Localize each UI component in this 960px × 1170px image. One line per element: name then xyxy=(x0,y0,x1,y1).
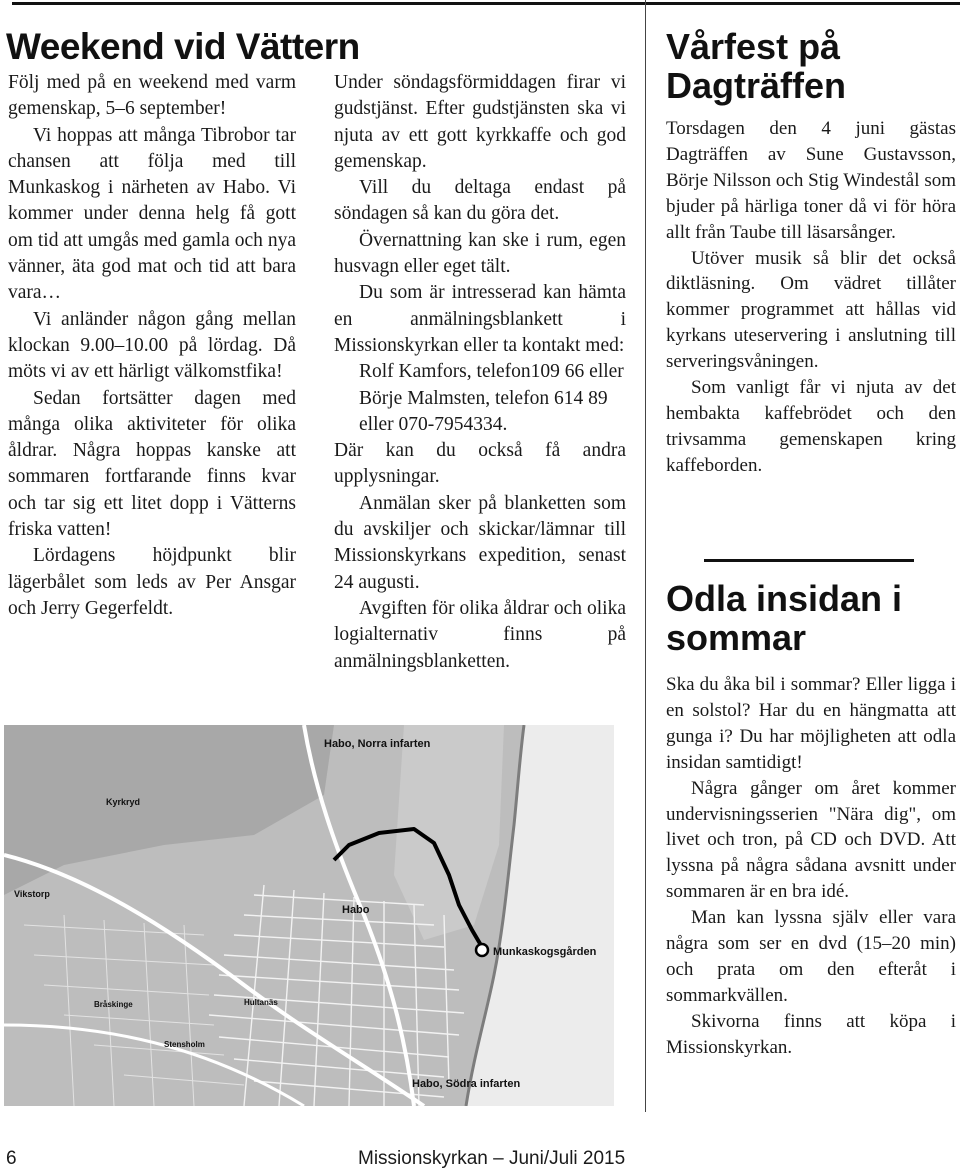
paragraph: Några gånger om året kommer undervisningsserien "Nära dig", om livet och tron, på CD och DVD. Att lyssna på några sådana avsnitt under sommaren är en bra idé. xyxy=(666,777,956,903)
map-label-hultanas: Hultanäs xyxy=(244,998,278,1007)
route-map xyxy=(4,725,614,1106)
paragraph: Man kan lyssna själv eller vara några som ser en dvd (15–20 min) och prata om den efteråt i sommarkvällen. xyxy=(666,907,956,1006)
paragraph: Avgiften för olika åldrar och olika logialternativ finns på anmälningsblanketten. xyxy=(334,597,626,672)
spring-party-text xyxy=(666,116,956,479)
article-title: Weekend vid Vättern xyxy=(6,26,360,67)
map-label-habo: Habo xyxy=(342,904,370,916)
article-column-2 xyxy=(334,70,626,675)
map-label-habo-south: Habo, Södra infarten xyxy=(412,1078,521,1090)
page-number: 6 xyxy=(6,1148,17,1169)
map-label-braskinge: Bråskinge xyxy=(94,1000,133,1009)
paragraph: Vill du deltaga endast på söndagen så kan du göra det. xyxy=(334,177,626,225)
paragraph: Vi hoppas att många Tibrobor tar chansen att följa med till Munkaskog i närheten av Habo. Vi kommer under denna helg få gott om tid att umgås med gamla och nya vänner, äta god mat och tid att bara vara… xyxy=(8,124,296,304)
contact-info: Rolf Kamfors, telefon109 66 eller Börje Malmsten, telefon 614 89 eller 070-7954334. xyxy=(359,361,624,435)
paragraph: Sedan fortsätter dagen med många olika aktiviteter för olika åldrar. Några hoppas kanske att sommaren fortfarande finns kvar och tar sig ett litet dopp i Vätterns friska vatten! xyxy=(8,387,296,541)
paragraph: Du som är intresserad kan hämta en anmälningsblankett i Missionskyrkan eller ta kontakt med: xyxy=(334,282,626,356)
spring-party-title: Vårfest på Dagträffen xyxy=(666,26,847,106)
paragraph: Utöver musik så blir det också diktläsning. Om vädret tillåter kommer programmet att hållas vid kyrkans uteservering i anslutning till serveringsvåningen. xyxy=(666,247,956,373)
paragraph: Under söndagsförmiddagen firar vi gudstjänst. Efter gudstjänsten ska vi njuta av ett gott kyrkkaffe och god gemenskap. xyxy=(334,72,626,172)
section-separator xyxy=(704,559,914,562)
paragraph: Torsdagen den 4 juni gästas Dagträffen av Sune Gustavsson, Börje Nilsson och Stig Windestål som bjuder på härliga toner då vi för höra allt från Taube till läsarsånger. xyxy=(666,118,956,243)
grow-inside-title: Odla insidan i sommar xyxy=(666,578,903,658)
paragraph: Ska du åka bil i sommar? Eller ligga i en solstol? Har du en hängmatta att gunga i? Du har möjligheten att odla insidan samtidigt! xyxy=(666,674,956,773)
publication-footer: Missionskyrkan – Juni/Juli 2015 xyxy=(358,1148,626,1169)
paragraph: Skivorna finns att köpa i Missionskyrkan. xyxy=(666,1010,956,1058)
paragraph: Följ med på en weekend med varm gemenskap, 5–6 september! xyxy=(8,72,296,120)
map-label-stensholm: Stensholm xyxy=(164,1040,205,1049)
map-label-munkaskog: Munkaskogsgården xyxy=(493,946,597,958)
paragraph: Lördagens höjdpunkt blir lägerbålet som leds av Per Ansgar och Jerry Gegerfeldt. xyxy=(8,545,296,619)
article-column-1 xyxy=(8,70,296,622)
top-rule xyxy=(12,2,960,5)
grow-inside-text xyxy=(666,672,956,1061)
paragraph: Anmälan sker på blanketten som du avskiljer och skickar/lämnar till Missionskyrkans expedition, senast 24 augusti. xyxy=(334,492,626,593)
map-label-kyrkryd: Kyrkryd xyxy=(106,797,141,807)
paragraph: Vi anländer någon gång mellan klockan 9.00–10.00 på lördag. Då möts vi av ett härligt välkomstfika! xyxy=(8,308,296,383)
map-label-habo-north: Habo, Norra infarten xyxy=(324,738,431,750)
paragraph: Där kan du också få andra upplysningar. xyxy=(334,440,626,488)
paragraph: Som vanligt får vi njuta av det hembakta kaffebrödet och den trivsamma gemenskapen kring kaffeborden. xyxy=(666,377,956,476)
paragraph: Övernattning kan ske i rum, egen husvagn eller eget tält. xyxy=(334,229,626,278)
map-label-vikstorp: Vikstorp xyxy=(14,889,50,899)
column-divider xyxy=(645,0,646,1112)
